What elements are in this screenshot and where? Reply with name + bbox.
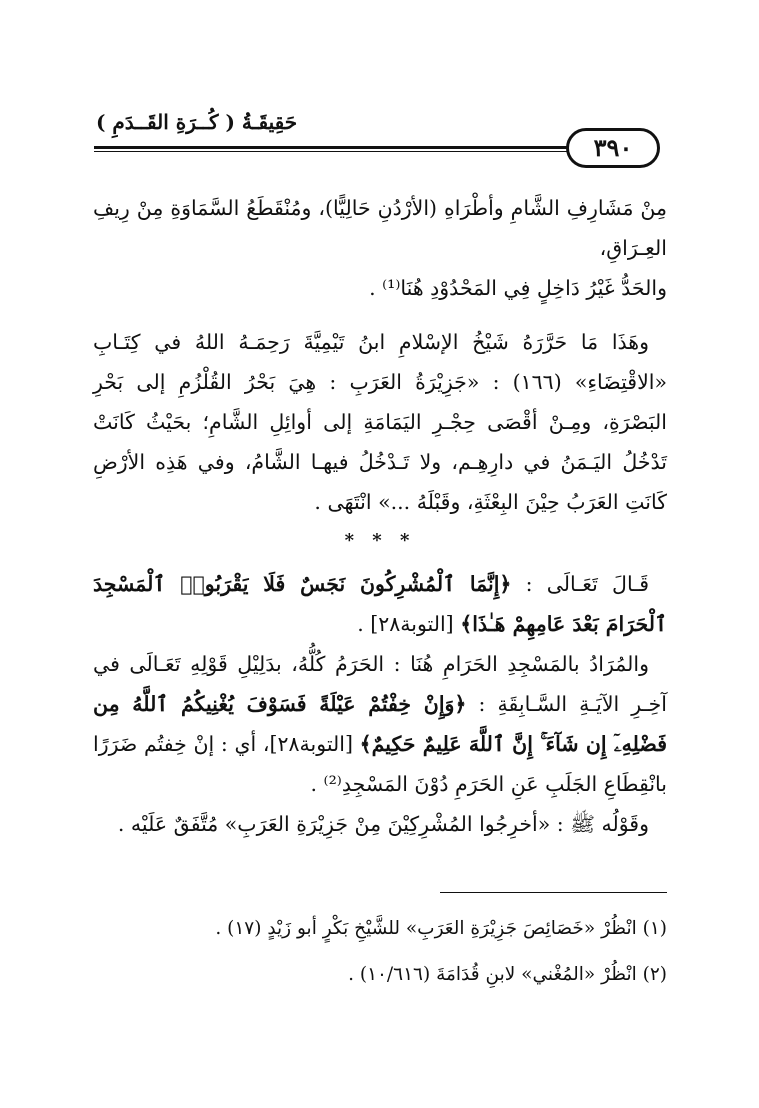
paragraph-4-rest: [التوبة٢٨]، أي : إنْ خِفتُم ضَرَرًا بانْقِطَاعِ الجَلَبِ عَنِ الحَرَمِ دُوْنَ المَسْجِدِ⁽²⁾ .	[93, 732, 667, 796]
quran-verse-2: ﴿وَإِنْ خِفْتُمْ عَيْلَةً فَسَوْفَ يُغْنِيكُمُ ٱللَّهُ مِن فَضْلِهِۦٓ إِن شَآءَ ۚ إِنَّ ٱللَّهَ عَلِيمٌ حَكِيمٌ﴾	[93, 692, 668, 756]
paragraph-5: وقَوْلُه ﷺ : «أخرِجُوا المُشْرِكِيْنَ مِنْ جَزِيْرَةِ العَرَبِ» مُتَّفَقٌ عَلَيْه .	[117, 812, 649, 836]
main-text	[93, 188, 667, 844]
paragraph-4-intro: والمُرَادُ بالمَسْجِدِ الحَرَامِ هُنَا : الحَرَمُ كُلُّهُ، بدَلِيْلِ قَوْلِهِ تَعَـالَى في آخِـرِ الآيَـةِ السَّـابِقَةِ :	[93, 652, 667, 716]
page-number	[566, 128, 660, 168]
section-separator: * * *	[344, 530, 416, 551]
running-title-text: حَقِيقَـةُ ( كُــرَةِ القَــدَمِ )	[96, 110, 298, 134]
running-title	[96, 108, 516, 136]
quran-verse-1: ﴿إِنَّمَا ٱلْمُشْرِكُونَ نَجَسٌ فَلَا يَقْرَبُوا۟ ٱلْمَسْجِدَ ٱلْحَرَامَ بَعْدَ عَامِهِمْ هَـٰذَا﴾	[93, 572, 667, 636]
paragraph-1-line-1: مِنْ مَشَارِفِ الشَّامِ وأطْرَاهِ (الأرْدُنِ حَالِيًّا)، ومُنْقَطَعُ السَّمَاوَةِ مِنْ رِيفِ العِـرَاقِ،	[93, 196, 667, 260]
footnotes	[93, 906, 667, 998]
paragraph-3	[93, 564, 667, 644]
footnote-1: (١) انْظُرْ «خَصَائِصَ جَزِيْرَةِ العَرَبِ» للشَّيْخِ بَكْرٍ أبو زَيْدٍ (١٧) .	[215, 918, 667, 939]
header-rule-thin	[94, 151, 574, 152]
verse-1-reference: [التوبة٢٨] .	[357, 612, 461, 636]
paragraph-2: وهَذَا مَا حَرَّرَهُ شَيْخُ الإسْلامِ ابنُ تَيْمِيَّةَ رَحِمَـهُ اللهُ في كِتَـابِ «الاقْتِضَاءِ» (١٦٦) : «جَزِيْرَةُ العَرَبِ : هِيَ بَحْرُ القُلْزُمِ إلى بَحْرِ البَصْرَةِ، ومِـنْ أقْصَى حِجْـرِ اليَمَامَةِ إلى أوائِلِ الشَّامِ؛ بحَيْثُ كَانَتْ تَدْخُلُ اليَـمَنُ في دارِهِـم، ولا تَـدْخُلُ فيهـا الشَّامُ، وفي هَذِه الأرْضِ كَانَتِ العَرَبُ حِيْنَ البِعْثَةِ، وقَبْلَهُ ...» انْتَهَى .	[93, 330, 667, 514]
paragraph-1-line-2: والحَدُّ غَيْرُ دَاخِلٍ فِي المَحْدُوْدِ هُنَا⁽¹⁾ .	[369, 276, 667, 300]
footnote-2: (٢) انْظُرْ «المُغْني» لابنِ قُدَامَةَ (١٠/٦١٦) .	[348, 964, 667, 985]
paragraph-4	[93, 644, 667, 804]
paragraph-3-intro: قَـالَ تَعَـالَى :	[511, 572, 649, 596]
footnote-rule	[440, 892, 667, 893]
page-number-text: ٣٩٠	[593, 133, 633, 162]
